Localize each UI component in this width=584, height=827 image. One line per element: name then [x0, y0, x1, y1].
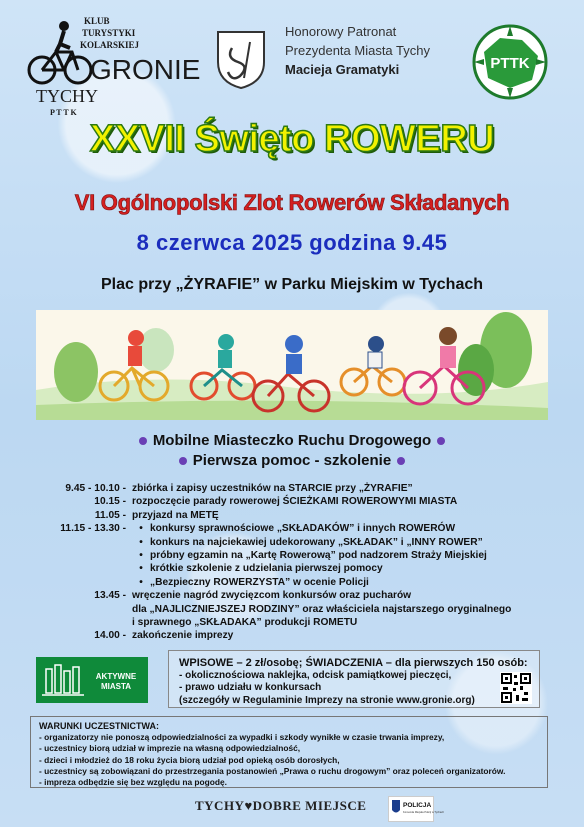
schedule-desc: zakończenie imprezy — [132, 630, 234, 642]
tree-icon — [458, 344, 494, 396]
aktywne-miasta-logo — [36, 657, 148, 703]
feature-2-text: Pierwsza pomoc - szkolenie — [192, 452, 392, 469]
schedule — [30, 482, 570, 643]
schedule-row — [30, 522, 570, 589]
schedule-time: 11.05 - — [94, 509, 126, 521]
feature-traffic-town — [0, 432, 584, 449]
club-gronie-logo — [28, 12, 201, 124]
bullet-icon — [139, 437, 147, 445]
schedule-row — [30, 589, 570, 629]
fee-line4: (szczegóły w Regulaminie Imprezy na stronie www.gronie.org) — [179, 694, 475, 706]
patron-line1: Honorowy Patronat — [285, 24, 397, 39]
condition-item: - organizatorzy nie ponoszą odpowiedzialności za wypadki i szkody wynikłe w czasie trwania imprezy, — [39, 732, 445, 743]
club-city: TYCHY — [36, 86, 98, 106]
schedule-time: 14.00 - — [94, 630, 126, 642]
schedule-row — [30, 495, 570, 508]
event-title: XXVII Święto ROWERU — [89, 118, 495, 160]
bullet-icon — [437, 437, 445, 445]
fee-box — [168, 650, 540, 708]
awards-line: wręczenie nagród zwycięzcom konkursów oraz pucharów — [132, 590, 412, 602]
bullet-icon — [397, 457, 405, 465]
awards-desc — [132, 589, 570, 629]
condition-item: - uczestnicy biorą udział w imprezie na własną odpowiedzialność, — [39, 743, 301, 754]
tychy-emblem-icon — [210, 28, 272, 90]
contest-item: • próbny egzamin na „Kartę Rowerową” pod nadzorem Straży Miejskiej — [139, 550, 487, 562]
schedule-row — [30, 629, 570, 642]
compass-icon — [470, 22, 550, 102]
contest-text: krótkie szkolenie z udzielania pierwszej pomocy — [150, 563, 383, 575]
patron-line2: Prezydenta Miasta Tychy — [285, 43, 430, 58]
awards-line: dla „NAJLICZNIEJSZEJ RODZINY” oraz właściciela najstarszego oryginalnego — [132, 603, 512, 615]
kids-cycling-illustration — [36, 310, 548, 420]
contest-text: próbny egzamin na „Kartę Rowerową” pod nadzorem Straży Miejskiej — [150, 550, 487, 562]
schedule-time: 13.45 - — [94, 590, 126, 602]
schedule-row — [30, 482, 570, 495]
schedule-row — [30, 509, 570, 522]
building-icon — [46, 669, 52, 693]
club-line3: KOLARSKIEJ — [80, 40, 140, 50]
event-subtitle: VI Ogólnopolski Zlot Rowerów Składanych — [74, 190, 510, 215]
conditions-header: WARUNKI UCZESTNICTWA: — [39, 721, 159, 731]
aktywne-line1: AKTYWNE — [95, 672, 137, 681]
policja-logo — [388, 796, 445, 822]
fee-line2: - okolicznościowa naklejka, odcisk pamiątkowej pieczęci, — [179, 669, 452, 681]
contest-text: konkurs na najciekawiej udekorowany „SKŁADAK” i „INNY ROWER” — [150, 536, 483, 548]
pttk-text: PTTK — [490, 55, 530, 72]
aktywne-line2: MIASTA — [100, 682, 132, 691]
contest-text: konkursy sprawnościowe „SKŁADAKÓW” i innych ROWERÓW — [150, 523, 456, 535]
fee-line3: - prawo udziału w konkursach — [179, 682, 322, 693]
feature-first-aid — [0, 452, 584, 469]
club-name: GRONIE — [90, 54, 201, 85]
event-place: Plac przy „ŻYRAFIE” w Parku Miejskim w Tychach — [100, 276, 484, 293]
contest-item: • krótkie szkolenie z udzielania pierwszej pomocy — [139, 563, 383, 575]
contest-item: • konkursy sprawnościowe „SKŁADAKÓW” i innych ROWERÓW — [139, 523, 456, 535]
condition-item: - dzieci i młodzież do 18 roku życia biorą udział pod opieką osób dorosłych, — [39, 754, 340, 765]
schedule-time: 9.45 - 10.10 - — [65, 483, 126, 494]
club-line2: TURYSTYKI — [82, 28, 136, 38]
schedule-desc: rozpoczęcie parady rowerowej ŚCIEŻKAMI ROWEROWYMI MIASTA — [132, 496, 458, 508]
patron-line3: Macieja Gramatyki — [285, 62, 400, 77]
fee-line1: WPISOWE – 2 zł/osobę; ŚWIADCZENIA – dla pierwszych 150 osób: — [179, 657, 528, 669]
schedule-time: 10.15 - — [94, 496, 126, 508]
pttk-logo — [470, 22, 550, 102]
patron-text — [285, 22, 430, 79]
bullet-icon — [179, 457, 187, 465]
policja-name: POLICJA — [403, 802, 432, 809]
schedule-time: 11.15 - 13.30 - — [60, 523, 126, 535]
qr-code-icon[interactable] — [500, 672, 532, 704]
schedule-desc: przyjazd na METĘ — [132, 509, 219, 521]
contest-list — [132, 522, 570, 589]
condition-item: - impreza odbędzie się bez względu na pogodę. — [39, 777, 227, 788]
police-badge-icon — [392, 800, 400, 813]
participation-conditions — [30, 716, 548, 788]
event-date: 8 czerwca 2025 godzina 9.45 — [136, 230, 448, 255]
condition-item: - uczestnicy są zobowiązani do przestrzegania postanowień „Prawa o ruchu drogowym” oraz poleceń organizatorów. — [39, 765, 506, 776]
club-line1: KLUB — [84, 16, 110, 26]
club-org: P T T K — [50, 108, 77, 117]
awards-line: i sprawnego „SKŁADAKA” produkcji ROMETU — [132, 617, 358, 629]
contest-item: • konkurs na najciekawiej udekorowany „SKŁADAK” i „INNY ROWER” — [139, 536, 483, 548]
schedule-desc: zbiórka i zapisy uczestników na STARCIE przy „ŻYRAFIE” — [132, 483, 413, 494]
tychy-dobre-miejsce-logo: TYCHY♥DOBRE MIEJSCE — [195, 798, 367, 813]
contest-text: „Bezpieczny ROWERZYSTA” w ocenie Policji — [150, 576, 369, 588]
policja-sub: Komenda Miejska Policji w Tychach — [403, 811, 445, 814]
contest-item: • „Bezpieczny ROWERZYSTA” w ocenie Policji — [139, 576, 369, 588]
feature-1-text: Mobilne Miasteczko Ruchu Drogowego — [152, 432, 432, 449]
tree-icon — [54, 342, 98, 402]
